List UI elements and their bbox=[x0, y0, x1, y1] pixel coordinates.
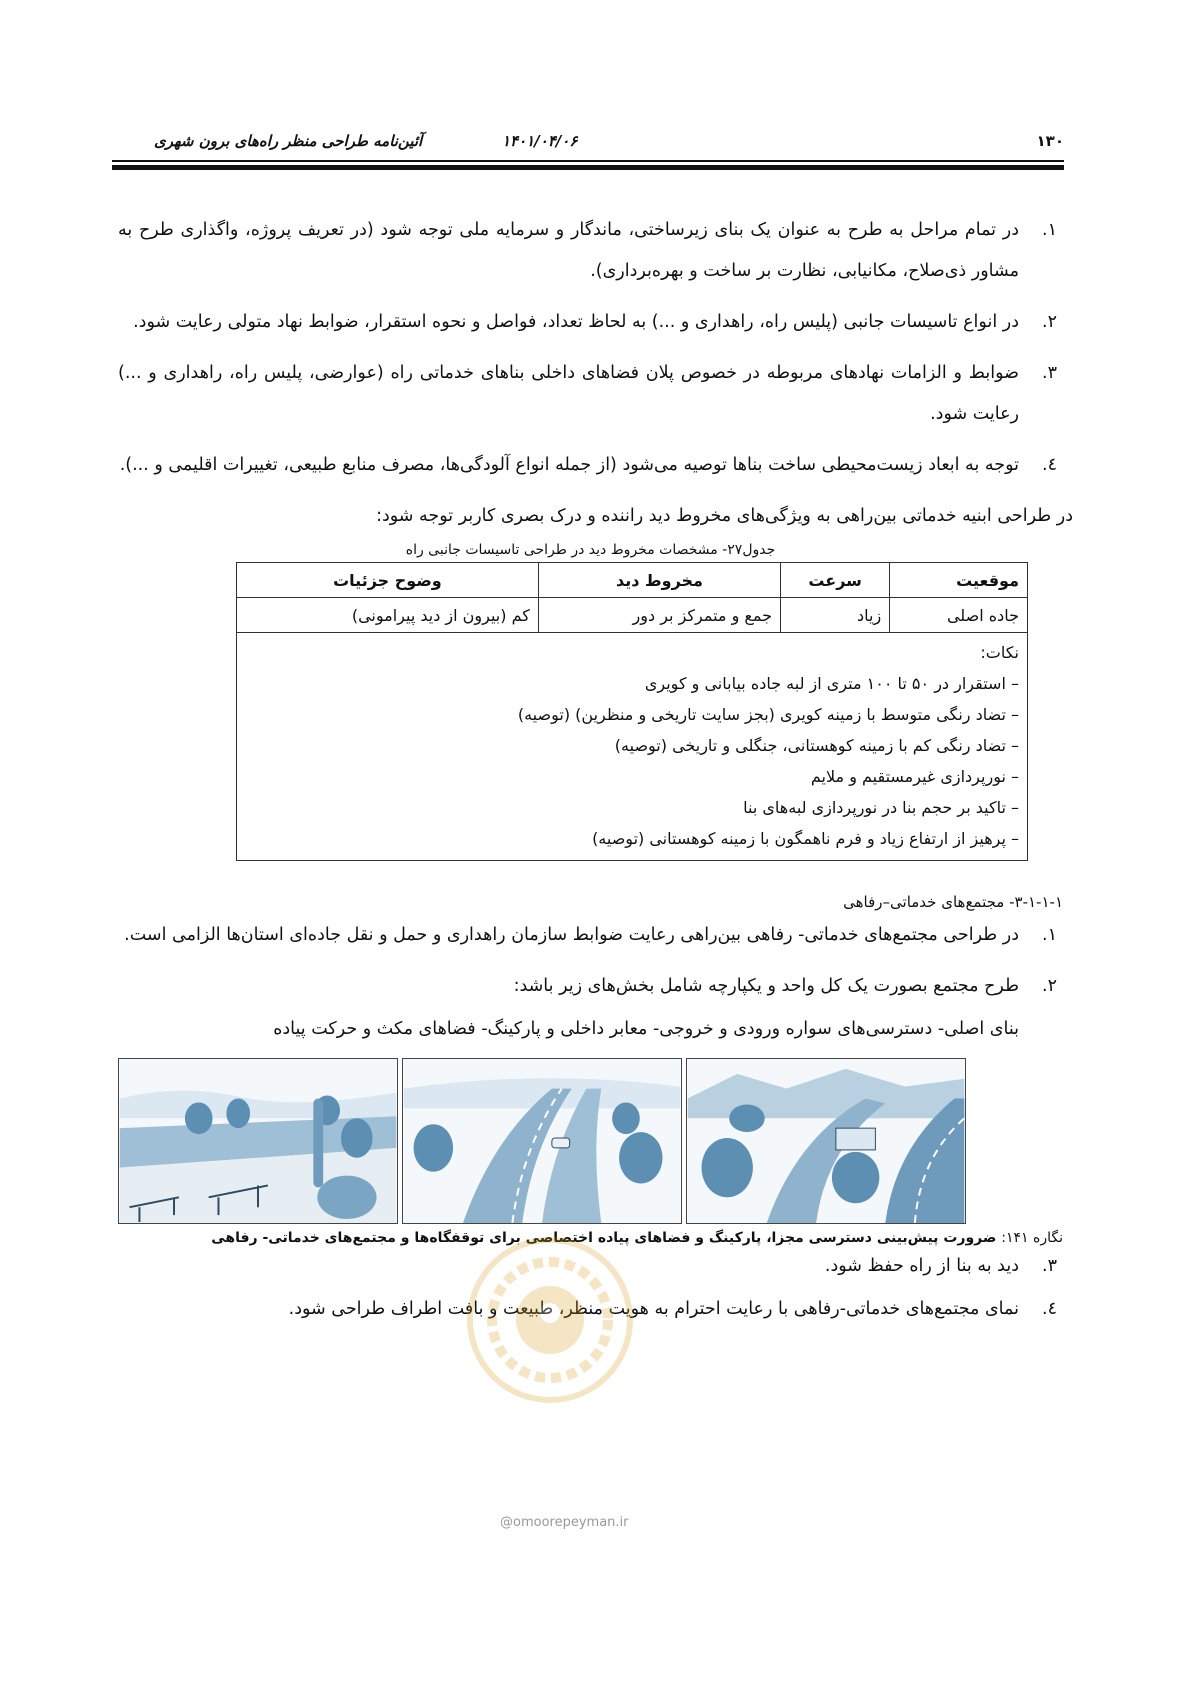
figure-landscape-sketch bbox=[686, 1058, 966, 1224]
table-cell: جمع و متمرکز بر دور bbox=[538, 598, 780, 633]
note-item: – تضاد رنگی متوسط با زمینه کویری (بجز سایت تاریخی و منظرین) (توصیه) bbox=[517, 705, 1019, 724]
table-header-cell: مخروط دید bbox=[538, 563, 780, 598]
figure-caption-label: نگاره ۱۴۱: bbox=[1001, 1230, 1063, 1246]
note-item: – تاکید بر حجم بنا در نورپردازی لبه‌های بنا bbox=[743, 798, 1019, 817]
rest-area-illustration-icon bbox=[119, 1059, 397, 1223]
note-item: – نورپردازی غیرمستقیم و ملایم bbox=[810, 767, 1019, 786]
figure-row bbox=[118, 1058, 1063, 1224]
table-cell: زیاد bbox=[781, 598, 890, 633]
header-rule-thick bbox=[112, 165, 1064, 170]
section-heading: ۳-۱-۱-۱- مجتمع‌های خدماتی–رفاهی bbox=[843, 893, 1063, 911]
list-item: ٤. نمای مجتمع‌های خدماتی-رفاهی با رعایت احترام به هویت منظر، طبیعت و بافت اطراف طراحی شود. bbox=[288, 1299, 1057, 1319]
table-cell: جاده اصلی bbox=[890, 598, 1028, 633]
table-header-cell: وضوح جزئیات bbox=[237, 563, 539, 598]
list-item: ۳. ضوابط و الزامات نهادهای مربوطه در خصوص پلان فضاهای داخلی بناهای خدماتی راه (عوارضی، پلیس راه، راهداری و ...) رعایت شود. bbox=[118, 363, 1057, 424]
road-illustration-icon bbox=[403, 1059, 681, 1223]
note-item: – تضاد رنگی کم با زمینه کوهستانی، جنگلی و تاریخی (توصیه) bbox=[614, 736, 1019, 755]
view-cone-table bbox=[236, 562, 1028, 861]
list-subtext: بنای اصلی- دسترسی‌های سواره ورودی و خروجی- معابر داخلی و پارکینگ- فضاهای مکث و حرکت پیاده bbox=[273, 1019, 1019, 1039]
list-item: ٤. توجه به ابعاد زیست‌محیطی ساخت بناها توصیه می‌شود (از جمله انواع آلودگی‌ها، مصرف منابع طبیعی، تغییرات اقلیمی و ...). bbox=[119, 455, 1057, 475]
note-item: – استقرار در ۵۰ تا ۱۰۰ متری از لبه جاده بیابانی و کویری bbox=[644, 674, 1019, 693]
watermark-text: @omoorepeyman.ir bbox=[500, 1515, 629, 1530]
table-header-row bbox=[237, 563, 1028, 598]
list-item: ۲. طرح مجتمع بصورت یک کل واحد و یکپارچه شامل بخش‌های زیر باشد: bbox=[513, 976, 1057, 996]
page-number: ۱۳۰ bbox=[1036, 132, 1064, 150]
list-item: ۲. در انواع تاسیسات جانبی (پلیس راه، راهداری و ...) به لحاظ تعداد، فواصل و نحوه استقرار، ضوابط نهاد متولی رعایت شود. bbox=[133, 312, 1057, 332]
figure-road-sketch bbox=[402, 1058, 682, 1224]
table-row bbox=[237, 598, 1028, 633]
table-header-cell: سرعت bbox=[781, 563, 890, 598]
header-rule-thin bbox=[112, 160, 1064, 162]
table-cell: کم (بیرون از دید پیرامونی) bbox=[237, 598, 539, 633]
figure-rest-area-sketch bbox=[118, 1058, 398, 1224]
table-notes-row bbox=[237, 633, 1028, 861]
landscape-illustration-icon bbox=[687, 1059, 965, 1223]
page-content bbox=[118, 210, 1073, 1340]
header-title: آئین‌نامه طراحی منظر راه‌های برون شهری bbox=[154, 132, 423, 150]
list-general bbox=[118, 210, 1063, 486]
list-complex bbox=[118, 915, 1063, 1050]
table-caption: جدول۲۷- مشخصات مخروط دید در طراحی تاسیسات جانبی راه bbox=[405, 542, 776, 558]
lead-paragraph: در طراحی ابنیه خدماتی بین‌راهی به ویژگی‌های مخروط دید راننده و درک بصری کاربر توجه شود: bbox=[376, 506, 1073, 526]
table-header-cell: موقعیت bbox=[890, 563, 1028, 598]
page-header bbox=[112, 132, 1064, 158]
note-item: – پرهیز از ارتفاع زیاد و فرم ناهمگون با زمینه کوهستانی (توصیه) bbox=[592, 829, 1019, 848]
list-item: ۱. در طراحی مجتمع‌های خدماتی- رفاهی بین‌راهی رعایت ضوابط سازمان راهداری و حمل و نقل جاده‌ای استان‌ها الزامی است. bbox=[124, 925, 1057, 945]
list-item: ۳. دید به بنا از راه حفظ شود. bbox=[824, 1256, 1057, 1276]
seal-logo-icon bbox=[465, 1235, 635, 1405]
figure-caption-text: ضرورت پیش‌بینی دسترسی مجزا، پارکینگ و فضاهای پیاده اختصاصی برای توقفگاه‌ها و مجتمع‌های خدماتی- رفاهی bbox=[211, 1230, 997, 1246]
list-item: ۱. در تمام مراحل به طرح به عنوان یک بنای زیرساختی، ماندگار و سرمایه ملی توجه شود (در تعریف پروژه، واگذاری طرح به مشاور ذی‌صلاح، مکانیابی، نظارت بر ساخت و بهره‌برداری). bbox=[118, 220, 1057, 281]
table-notes-cell bbox=[237, 633, 1028, 861]
header-date: ۱۴۰۱/۰۴/۰۶ bbox=[502, 132, 578, 150]
notes-title: نکات: bbox=[980, 643, 1019, 662]
